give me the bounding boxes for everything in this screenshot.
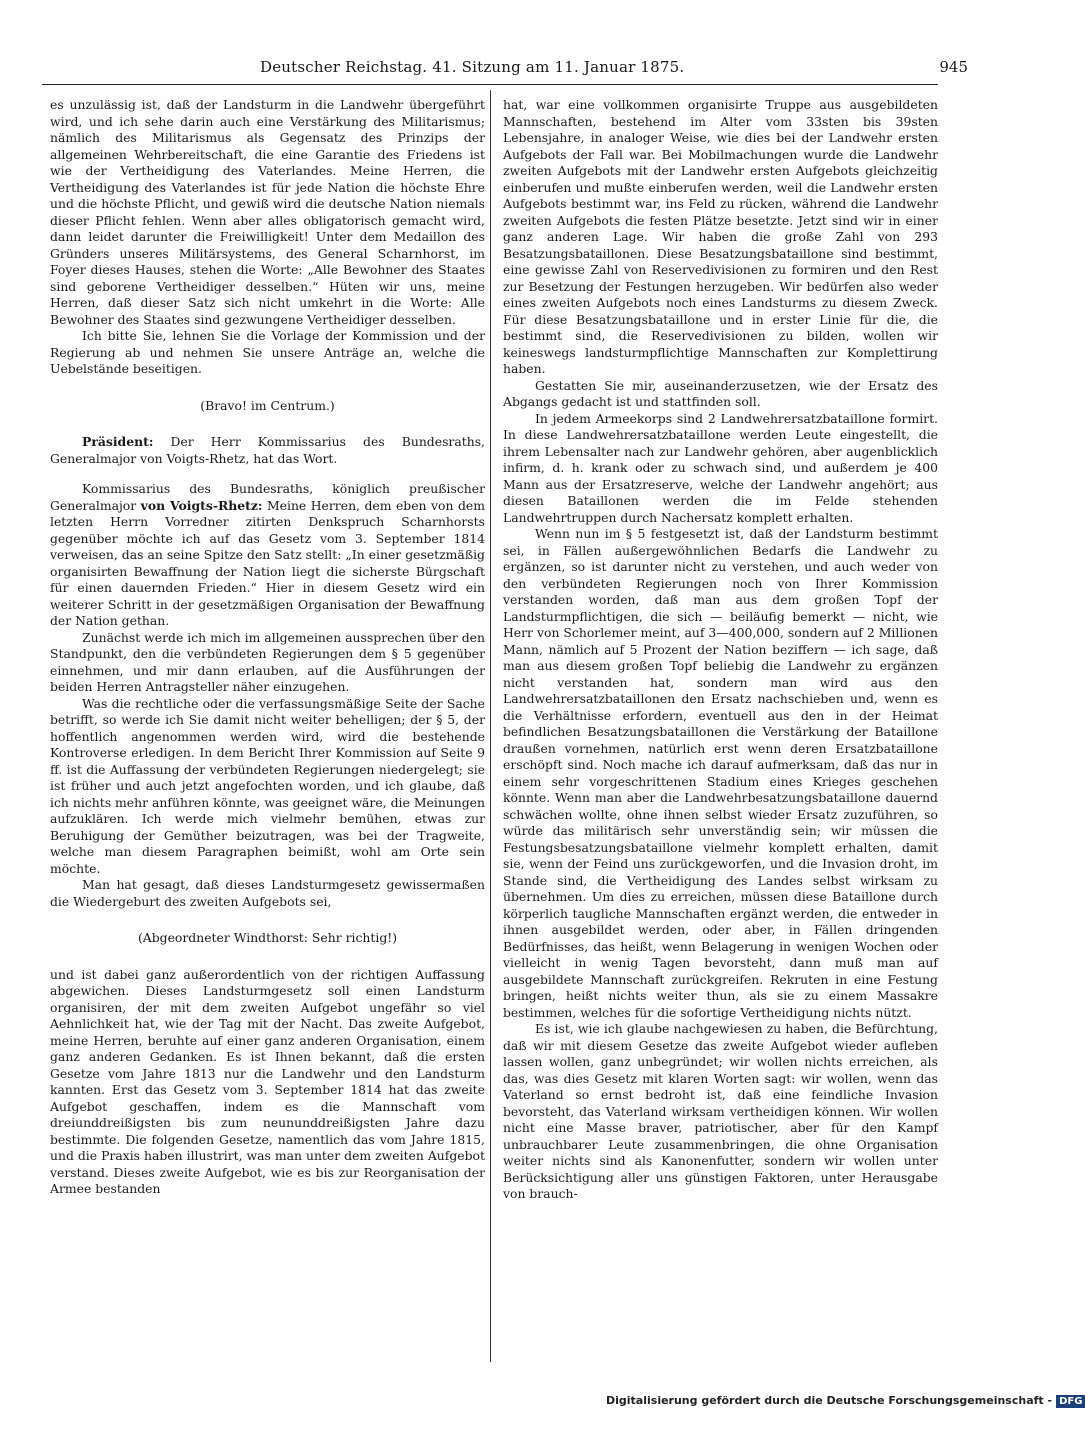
paragraph: Wenn nun im § 5 festgesetzt ist, daß der Landsturm bestimmt sei, in Fällen außergewöhnlichen Bedarfs die Landwehr zu ergänzen, so ist darunter nicht zu verstehen, und auch weder von den verbündeten Regierungen noch von Ihrer Kommission verstanden worden, daß man aus dem großen Topf der Landsturmpflichtigen, die sich — beiläufig bemerkt — nicht, wie Herr von Schorlemer meint, auf 3—400,000, sondern auf 2 Millionen Mann, nämlich auf 5 Prozent der Nation beziffern — ich sage, daß man aus diesem großen Topf beliebig die Landwehr zu ergänzen nicht verstanden hat, sondern man wird aus den Landwehrersatzbataillonen den Ersatz nachschieben und, wenn es die Verhältnisse erfordern, eventuell aus den in der Heimat befindlichen Besatzungsbataillonen die Verstärkung der Bataillone draußen vornehmen, natürlich erst wenn deren Ersatzbataillone erschöpft sind. Noch mache ich darauf aufmerksam, daß das nur in einem sehr vorgeschrittenen Stadium eines Krieges geschehen könnte. Wenn man aber die Landwehrbesatzungsbataillone dauernd schwächen wollte, ohne ihnen selbst wieder Ersatz zuzuführen, so würde das militärisch sehr unverständig sein; wir müssen die Festungsbesatzungsbataillone vielmehr komplett erhalten, damit sie, wenn der Feind uns zurückgeworfen, und die Invasion droht, im Stande sind, die Vertheidigung des Landes selbst wirksam zu übernehmen. Um dies zu erreichen, müssen diese Bataillone durch körperlich taugliche Mannschaften ergänzt werden, die entweder in ihnen ausgebildet werden, oder aber, in Fällen dringenden Bedürfnisses, das heißt, wenn Belagerung in wenigen Wochen oder vielleicht in wenig Tagen bevorsteht, dann muß man auf ausgebildete Mannschaft zurückgreifen. Rekruten in eine Festung bringen, heißt nichts weiter thun, als sie zu einem Massakre bestimmen, welches für die sofortige Vertheidigung nichts nützt. — [503, 526, 938, 1020]
paragraph: Was die rechtliche oder die verfassungsmäßige Seite der Sache betrifft, so werde ich Sie damit nicht weiter behelligen; der § 5, der hoffentlich angenommen werden wird, wird die bestehende Kontroverse erledigen. In dem Bericht Ihrer Kommission auf Seite 9 ff. ist die Auffassung der verbündeten Regierungen niedergelegt; sie ist früher und auch jetzt angefochten worden, und ich glaube, daß ich nichts mehr anführen könnte, was geeignet wäre, die Meinungen aufzuklären. Ich werde mich vielmehr bemühen, etwas zur Beruhigung der Gemüther beizutragen, was bei der Tragweite, welche man diesem Paragraphen beimißt, wohl am Orte sein möchte. — [50, 695, 485, 876]
paragraph: hat, war eine vollkommen organisirte Truppe aus ausgebildeten Mannschaften, bestehend im Alter vom 33sten bis 39sten Lebensjahre, in analoger Weise, wie dies bei der Landwehr ersten Aufgebots der Fall war. Bei Mobilmachungen wurde die Landwehr zweiten Aufgebots mit der Landwehr ersten Aufgebots gleichzeitig einberufen und mußte einberufen werden, weil die Landwehr ersten Aufgebots bestimmt war, ins Feld zu rücken, während die Landwehr zweiten Aufgebots die festen Plätze besetzte. Jetzt sind wir in einer ganz anderen Lage. Wir haben die große Zahl von 293 Besatzungsbataillonen. Diese Besatzungsbataillone sind bestimmt, eine gewisse Zahl von Reservedivisionen zu formiren und den Rest zur Besetzung der Festungen herzugeben. Wir bedürfen also weder eines zweiten Aufgebots noch eines Landsturms zu diesem Zweck. Für diese Besatzungsbataillone und in erster Linie für die, die bestimmt sind, die Reservedivisionen zu bilden, wollen wir keineswegs landsturmpflichtige Mannschaften zur Komplettirung haben. — [503, 97, 938, 376]
paragraph-text: Der Herr Kommissarius des Bundesraths, Generalmajor von Voigts-Rhetz, hat das Wort. — [50, 434, 485, 466]
speaker-label: Präsident: — [82, 434, 154, 449]
left-column — [50, 97, 485, 1198]
paragraph: Ich bitte Sie, lehnen Sie die Vorlage der Kommission und der Regierung ab und nehmen Sie unsere Anträge an, welche die Uebelstände beseitigen. — [50, 328, 485, 376]
speaker-intro: Kommissarius des Bundesraths, königlich preußischer Generalmajor — [50, 481, 485, 513]
interjection: (Abgeordneter Windthorst: Sehr richtig!) — [137, 930, 398, 945]
page-number: 945 — [939, 58, 968, 76]
right-column — [503, 97, 938, 1203]
paragraph: Es ist, wie ich glaube nachgewiesen zu haben, die Befürchtung, daß wir mit diesem Gesetze das zweite Aufgebot wieder aufleben lassen wollen, ganz unbegründet; wir wollen nichts erreichen, als das, was dies Gesetz mit klaren Worten sagt: wir wollen, wenn das Vaterland so ernst bedroht ist, daß eine feindliche Invasion bevorsteht, das Vaterland wirksam vertheidigen können. Wir wollen nicht eine Masse braver, patriotischer, aber für den Kampf unbrauchbarer Leute zusammenbringen, die ohne Organisation weiter nichts sind als Kanonenfutter, sondern wir wollen unter Berücksichtigung aller uns günstigen Faktoren, unter Herausgabe von brauch- — [503, 1021, 938, 1201]
president-paragraph — [50, 434, 485, 467]
page-header — [42, 58, 968, 85]
speaker-paragraph — [50, 481, 485, 630]
header-title: Deutscher Reichstag. 41. Sitzung am 11. Januar 1875. — [260, 58, 685, 76]
paragraph: Gestatten Sie mir, auseinanderzusetzen, wie der Ersatz des Abgangs gedacht ist und stattfinden soll. — [503, 377, 938, 409]
paragraph-text: Meine Herren, dem eben von dem letzten Herrn Vorredner zitirten Denkspruch Scharnhorsts gegenüber möchte ich auf das Gesetz vom 3. September 1814 verweisen, das an seine Spitze den Satz stellt: „In einer gesetzmäßig organisirten Bewaffnung der Nation liegt die sicherste Bürgschaft für einen dauernden Frieden.“ Hier in diesem Gesetz wird ein weiterer Schritt in der gesetzmäßigen Organisation der Bewaffnung der Nation gethan. — [50, 497, 485, 628]
footer-text: Digitalisierung gefördert durch die Deutsche Forschungsgemeinschaft - — [606, 1394, 1053, 1407]
speaker-name: von Voigts-Rhetz: — [140, 497, 263, 513]
paragraph: Zunächst werde ich mich im allgemeinen aussprechen über den Standpunkt, den die verbündeten Regierungen dem § 5 gegenüber einnehmen, und mir dann erlauben, auf die Ausführungen der beiden Herren Antragsteller näher einzugehen. — [50, 629, 485, 694]
dfg-logo: DFG — [1056, 1395, 1085, 1408]
paragraph: In jedem Armeekorps sind 2 Landwehrersatzbataillone formirt. In diese Landwehrersatzbataillone werden Leute eingestellt, die ihrem Lebensalter nach zur Landwehr gehören, aber augenblicklich infirm, d. h. krank oder zu schwach sind, und außerdem je 400 Mann aus der Ersatzreserve, welche der Landwehr angehört; aus diesen Bataillonen werden die im Felde stehenden Landwehrtruppen durch Nachersatz komplett erhalten. — [503, 410, 938, 525]
paragraph: Man hat gesagt, daß dieses Landsturmgesetz gewissermaßen die Wiedergeburt des zweiten Aufgebots sei, — [50, 877, 485, 909]
paragraph: es unzulässig ist, daß der Landsturm in die Landwehr übergeführt wird, und ich sehe darin auch eine Verstärkung des Militarismus; nämlich des Militarismus als Gegensatz des Prinzips der allgemeinen Wehrbereitschaft, die eine Garantie des Friedens ist wie der Vertheidigung des Vaterlandes. Meine Herren, die Vertheidigung des Vaterlandes ist für jede Nation die höchste Ehre und die höchste Pflicht, und gewiß wird die deutsche Nation niemals dieser Pflicht fehlen. Wenn aber alles obligatorisch gemacht wird, dann leidet darunter die Freiwilligkeit! Unter dem Medaillon des Gründers unseres Militärsystems, des General Scharnhorst, im Foyer dieses Hauses, stehen die Worte: „Alle Bewohner des Staates sind geborene Vertheidiger desselben.“ Hüten wir uns, meine Herren, daß dieser Satz sich nicht umkehrt in die Worte: Alle Bewohner des Staates sind gezwungene Vertheidiger desselben. — [50, 97, 485, 327]
paragraph: und ist dabei ganz außerordentlich von der richtigen Auffassung abgewichen. Dieses Landsturmgesetz soll einen Landsturm organisiren, der mit dem zweiten Aufgebot ungefähr so viel Aehnlichkeit hat, wie der Tag mit der Nacht. Das zweite Aufgebot, meine Herren, beruhte auf einer ganz anderen Organisation, einem ganz anderen Gedanken. Es ist Ihnen bekannt, daß die ersten Gesetze vom Jahre 1813 nur die Landwehr und den Landsturm kannten. Erst das Gesetz vom 3. September 1814 hat das zweite Aufgebot geschaffen, indem es die Mannschaft vom dreiunddreißigsten bis zum neununddreißigsten Jahre dazu bestimmte. Die folgenden Gesetze, namentlich das vom Jahre 1815, und die Praxis haben illustrirt, was man unter dem zweiten Aufgebot verstand. Dieses zweite Aufgebot, wie es bis zur Reorganisation der Armee bestanden — [50, 966, 485, 1196]
interjection: (Bravo! im Centrum.) — [200, 397, 335, 413]
column-divider — [490, 90, 491, 1362]
digitization-footer — [606, 1394, 1083, 1410]
